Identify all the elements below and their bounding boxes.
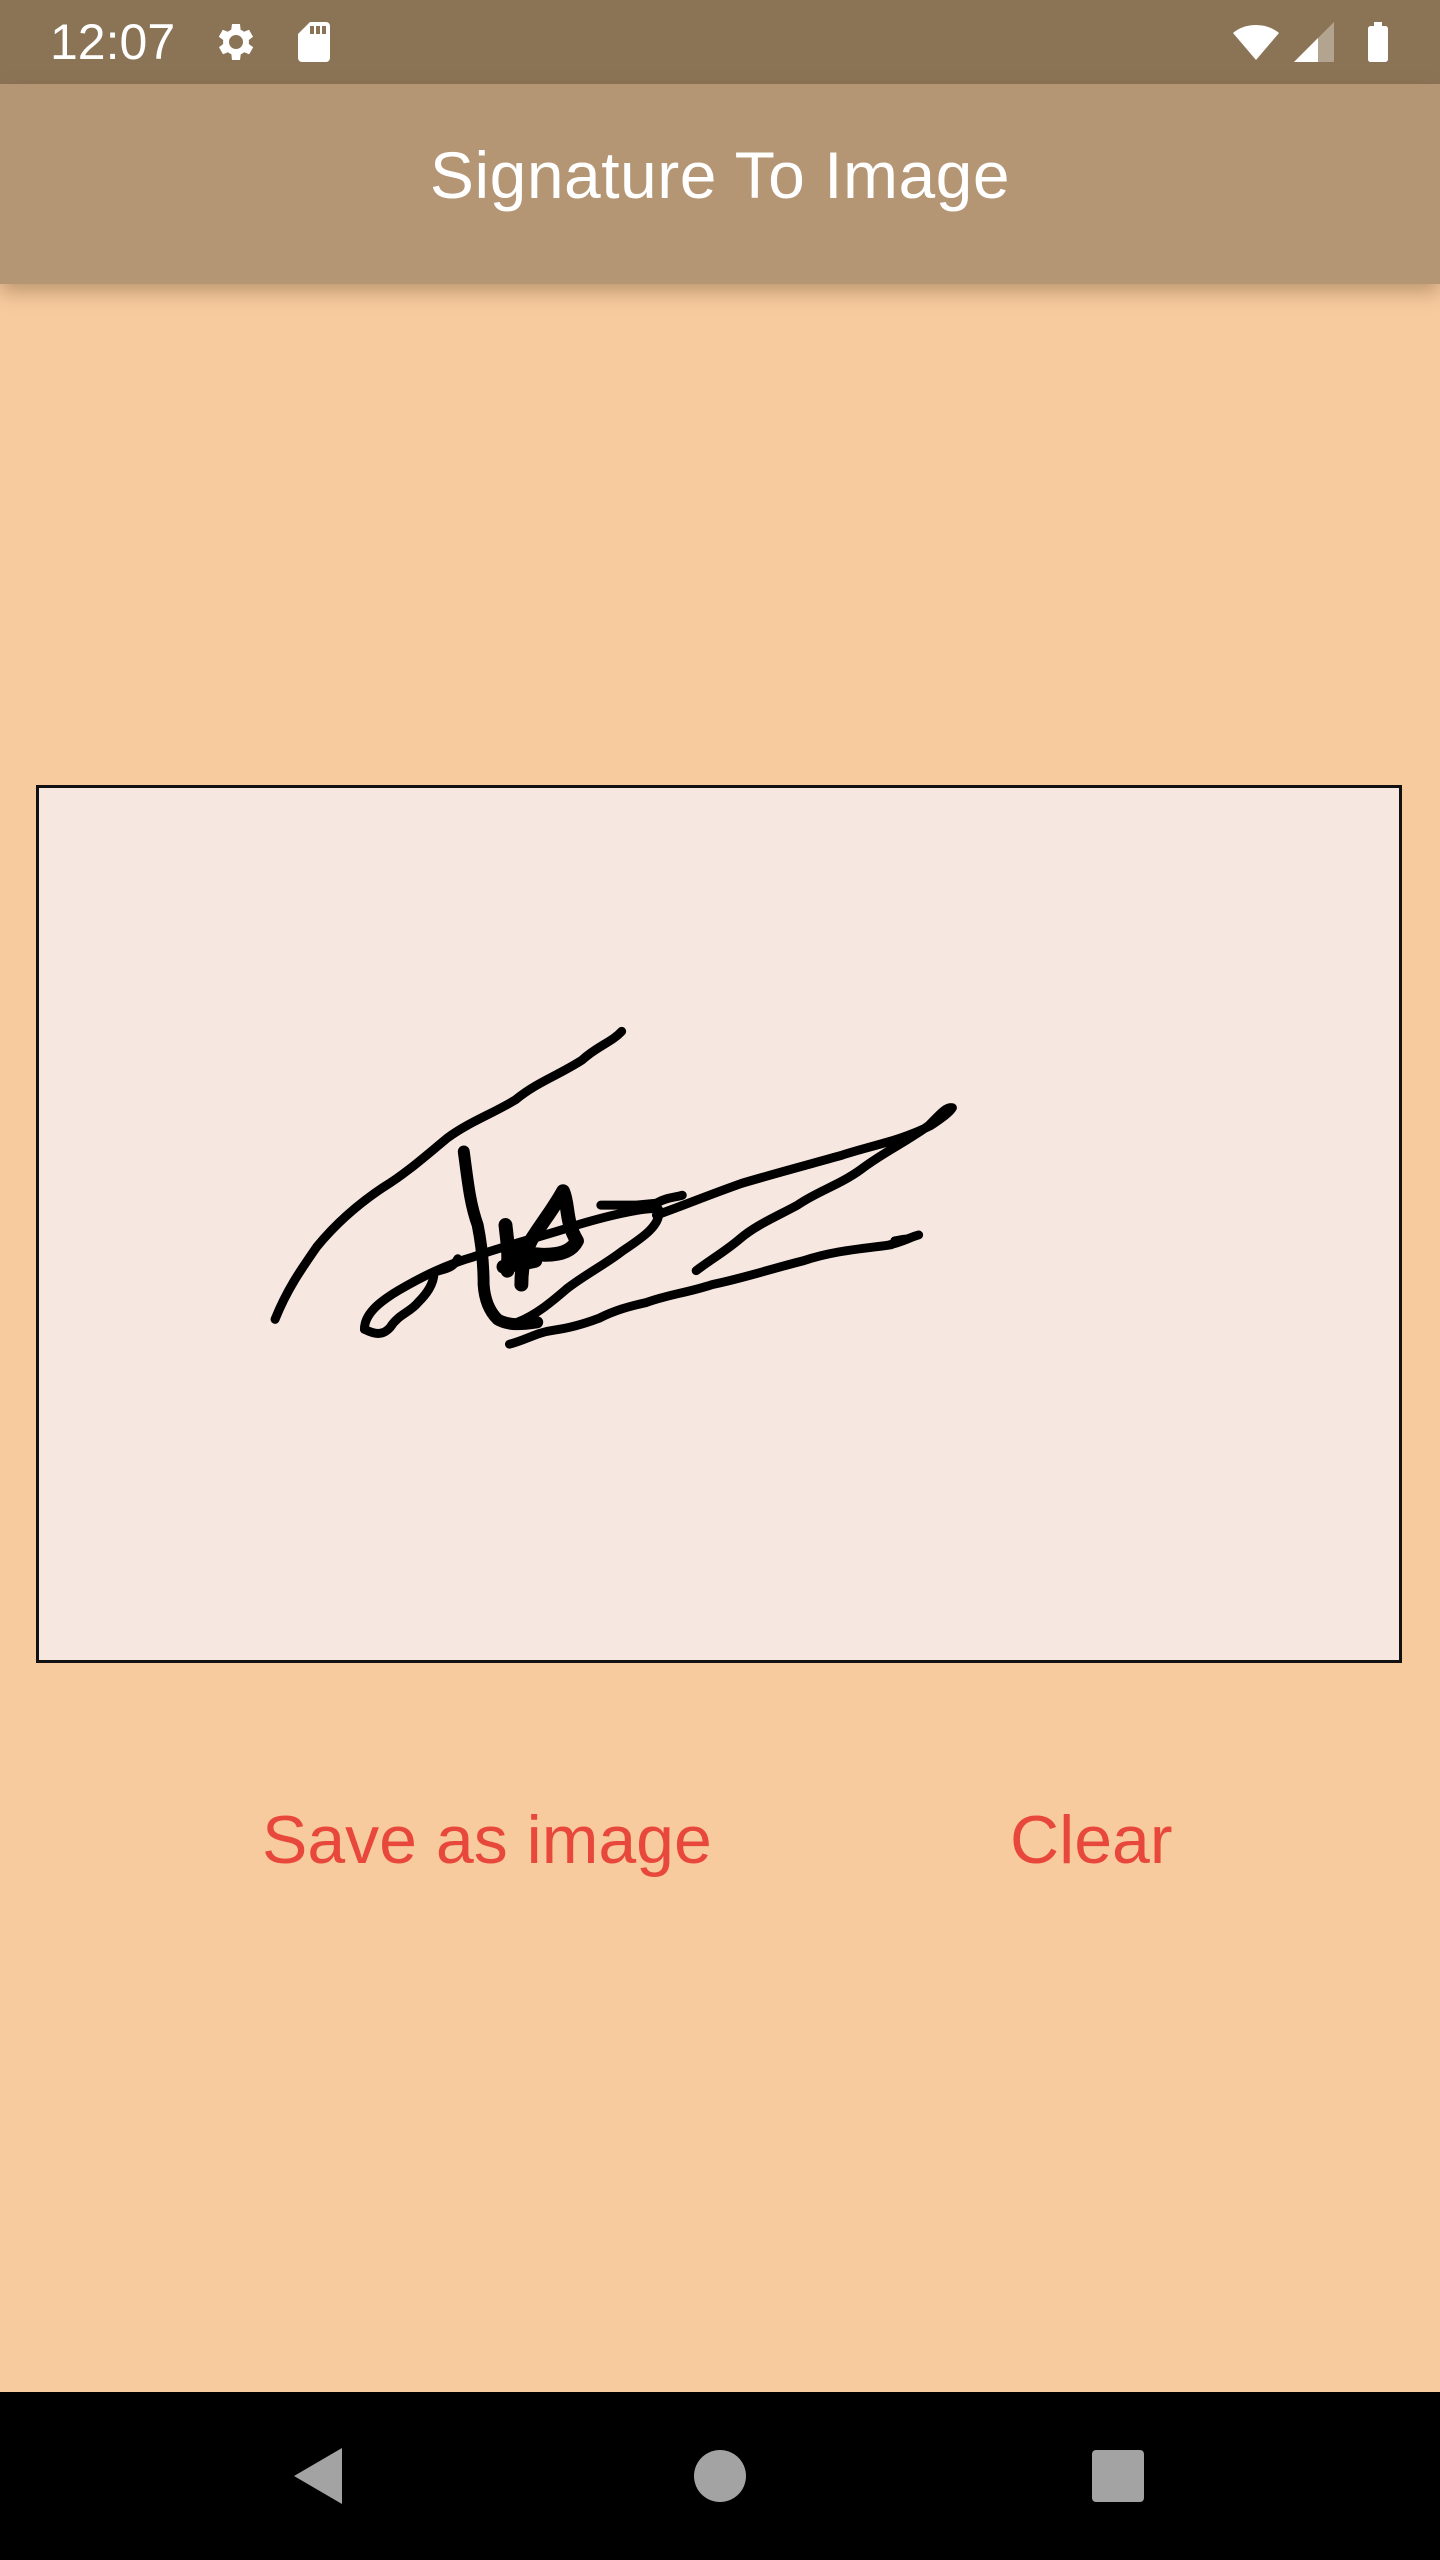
status-time: 12:07 [50, 14, 176, 70]
signal-icon [1290, 18, 1338, 66]
signature-strokes [39, 788, 1399, 1660]
home-icon[interactable] [670, 2426, 770, 2526]
app-bar [0, 84, 1440, 284]
status-bar [0, 0, 1440, 84]
navigation-bar [0, 2392, 1440, 2560]
signature-pad[interactable] [36, 785, 1402, 1663]
signature-stroke [503, 1191, 576, 1284]
back-icon[interactable] [268, 2426, 368, 2526]
recents-icon[interactable] [1068, 2426, 1168, 2526]
signature-stroke [364, 1259, 457, 1334]
app-title: Signature To Image [429, 138, 1011, 212]
signature-stroke [656, 1108, 952, 1271]
gear-icon [212, 18, 260, 66]
clear-button[interactable]: Clear [1010, 1790, 1190, 1890]
signature-stroke [601, 1195, 682, 1205]
signature-stroke [275, 1031, 622, 1319]
save-as-image-button[interactable]: Save as image [262, 1790, 722, 1890]
battery-icon [1354, 18, 1402, 66]
sd-card-icon [290, 18, 338, 66]
wifi-icon [1228, 18, 1284, 66]
